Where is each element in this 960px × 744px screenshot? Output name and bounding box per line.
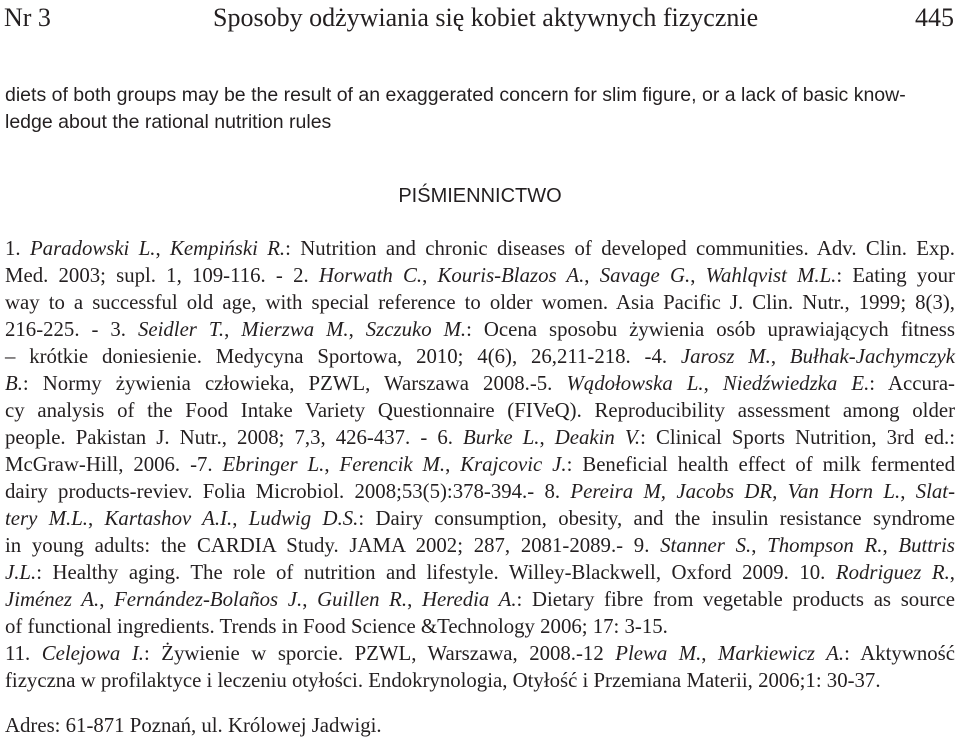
reference-author: Kouris-Blazos A. <box>437 264 585 287</box>
reference-author: Niedźwiedzka E. <box>722 372 870 395</box>
reference-author: Heredia A. <box>421 588 517 611</box>
reference-text: people. Pakistan J. Nutr., 2008; 7,3, 426-437. - 6. <box>5 426 463 449</box>
reference-author: Buttris <box>898 534 955 557</box>
reference-author: Ludwig D.S. <box>248 507 359 530</box>
reference-text: , <box>348 318 366 341</box>
reference-author: Wądołowska L. <box>566 372 704 395</box>
reference-line <box>5 235 955 262</box>
reference-author: Krajcovic J. <box>460 453 567 476</box>
reference-text: , <box>324 453 340 476</box>
reference-text: cy analysis of the Food Intake Variety Questionnaire (FIVeQ). Reproducibility assessment among older <box>5 399 955 422</box>
reference-author: Stanner S. <box>660 534 752 557</box>
reference-author: Rodriguez R. <box>835 561 950 584</box>
reference-author: Ferencik M. <box>339 453 446 476</box>
reference-text: : Dietary fibre from vegetable products as source <box>516 588 955 611</box>
reference-line <box>5 505 955 532</box>
reference-text: , <box>155 237 171 260</box>
reference-author: Kempiński R. <box>170 237 286 260</box>
reference-author: tery M.L. <box>5 507 88 530</box>
reference-text: 11. <box>5 642 42 665</box>
reference-text: , <box>882 534 899 557</box>
reference-text: , <box>949 561 955 584</box>
reference-text: : Aktywność <box>844 642 955 665</box>
author-address: Adres: 61-871 Poznań, ul. Królowej Jadwigi. <box>5 714 382 737</box>
reference-text: , <box>99 588 115 611</box>
reference-author: Pereira M, Jacobs DR, Van Horn L. <box>570 480 901 503</box>
running-header <box>0 0 960 40</box>
reference-text: 216-225. - 3. <box>5 318 138 341</box>
reference-text: : Ocena sposobu żywienia osób uprawiających fitness <box>466 318 955 341</box>
reference-text: , <box>224 318 242 341</box>
reference-author: Paradowski L. <box>29 237 156 260</box>
reference-line <box>5 532 955 559</box>
reference-line <box>5 667 955 694</box>
reference-line <box>5 289 955 316</box>
running-title: Sposoby odżywiania się kobiet aktywnych fizycznie <box>213 3 759 32</box>
reference-text: : Beneficial health effect of milk fermented <box>566 453 955 476</box>
reference-author: Mierzwa M. <box>241 318 349 341</box>
reference-author: Plewa M. <box>615 642 702 665</box>
reference-text: , <box>701 642 718 665</box>
reference-line <box>5 586 955 613</box>
reference-line <box>5 397 955 424</box>
page-number: 445 <box>915 3 954 32</box>
reference-line <box>5 451 955 478</box>
reference-text: : Healthy aging. The role of nutrition and lifestyle. Willey-Blackwell, Oxford 2009. 10. <box>36 561 836 584</box>
reference-author: J.L. <box>5 561 37 584</box>
reference-line <box>5 478 955 505</box>
reference-text: , <box>422 264 438 287</box>
reference-text: : Dairy consumption, obesity, and the insulin resistance syndrome <box>358 507 955 530</box>
reference-text: : Eating your <box>836 264 955 287</box>
reference-author: Markiewicz A. <box>718 642 845 665</box>
reference-author: Guillen R. <box>317 588 408 611</box>
reference-text: 1. <box>5 237 30 260</box>
reference-line <box>5 316 955 343</box>
reference-text: – krótkie doniesienie. Medycyna Sportowa, 2010; 4(6), 26,211-218. -4. <box>5 345 681 368</box>
reference-author: Deakin V. <box>554 426 641 449</box>
reference-text: : Nutrition and chronic diseases of developed communities. Adv. Clin. Exp. <box>285 237 955 260</box>
reference-text: , <box>690 264 706 287</box>
reference-text: , <box>770 345 790 368</box>
reference-text: : Clinical Sports Nutrition, 3rd ed.: <box>640 426 956 449</box>
reference-line <box>5 370 955 397</box>
reference-text: : Normy żywienia człowieka, PZWL, Warszawa 2008.-5. <box>22 372 567 395</box>
reference-text: in young adults: the CARDIA Study. JAMA 2002; 287, 2081-2089.- 9. <box>5 534 661 557</box>
reference-author: Burke L. <box>462 426 540 449</box>
reference-text: , <box>539 426 555 449</box>
reference-text: , <box>407 588 422 611</box>
reference-line <box>5 424 955 451</box>
reference-text: , <box>445 453 461 476</box>
reference-author: Celejowa I. <box>41 642 144 665</box>
reference-author: Slat- <box>915 480 955 503</box>
reference-text: dairy products-reviev. Folia Microbiol. 2008;53(5):378-394.- 8. <box>5 480 571 503</box>
reference-author: Horwath C. <box>318 264 423 287</box>
abstract-line: ledge about the rational nutrition rules <box>5 111 332 133</box>
reference-text: , <box>703 372 723 395</box>
abstract-continuation <box>5 82 955 136</box>
reference-author: Kartashov A.I. <box>104 507 233 530</box>
references-list <box>5 235 955 694</box>
journal-issue-number: Nr 3 <box>4 3 51 32</box>
reference-author: Ebringer L. <box>222 453 325 476</box>
reference-author: Jarosz M. <box>680 345 771 368</box>
reference-text: Med. 2003; supl. 1, 109-116. - 2. <box>5 264 319 287</box>
reference-line <box>5 640 955 667</box>
reference-author: Thompson R. <box>767 534 883 557</box>
reference-line <box>5 559 955 586</box>
reference-text: McGraw-Hill, 2006. -7. <box>5 453 223 476</box>
reference-author: Szczuko M. <box>365 318 467 341</box>
reference-text: , <box>900 480 916 503</box>
reference-text: way to a successful old age, with special reference to older women. Asia Pacific J. Clin. Nutr., 1999; 8(3), <box>5 291 955 314</box>
reference-author: Savage G. <box>599 264 691 287</box>
reference-text: , <box>751 534 768 557</box>
reference-author: Bułhak-Jachymczyk <box>789 345 956 368</box>
reference-text: : Żywienie w sporcie. PZWL, Warszawa, 2008.-12 <box>143 642 616 665</box>
reference-author: B. <box>5 372 23 395</box>
reference-author: Jiménez A. <box>5 588 100 611</box>
reference-text: , <box>87 507 105 530</box>
reference-text: fizyczna w profilaktyce i leczeniu otyłości. Endokrynologia, Otyłość i Przemiana Materii, 2006;1: 30-37. <box>5 669 881 692</box>
reference-author: Wahlqvist M.L. <box>705 264 837 287</box>
reference-text: , <box>232 507 249 530</box>
reference-line <box>5 343 955 370</box>
reference-author: Fernández-Bolaños J. <box>114 588 303 611</box>
reference-author: Seidler T. <box>137 318 225 341</box>
reference-text: of functional ingredients. Trends in Food Science &Technology 2006; 17: 3-15. <box>5 615 668 638</box>
references-heading: PIŚMIENNICTWO <box>398 185 562 207</box>
reference-text: : Accura- <box>869 372 955 395</box>
reference-line <box>5 613 955 640</box>
reference-text: , <box>584 264 600 287</box>
reference-line <box>5 262 955 289</box>
reference-text: , <box>302 588 318 611</box>
abstract-line: diets of both groups may be the result of an exaggerated concern for slim figure, or a lack of basic know- <box>5 84 906 106</box>
